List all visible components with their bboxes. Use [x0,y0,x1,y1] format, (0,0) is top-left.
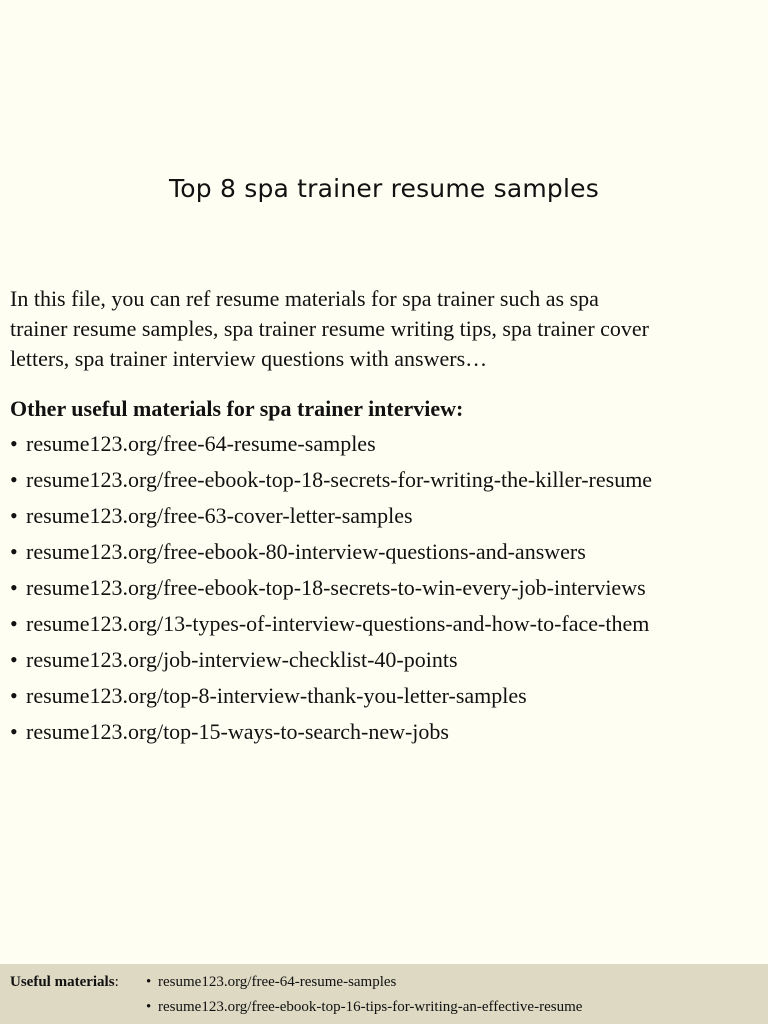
material-link[interactable]: resume123.org/job-interview-checklist-40-points [26,647,458,672]
material-link[interactable]: resume123.org/free-ebook-top-18-secrets-for-writing-the-killer-resume [26,467,653,492]
bullet-icon: • [146,974,152,990]
list-item [10,536,652,572]
bullet-icon: • [146,999,152,1015]
list-item [146,997,582,1022]
page-title: Top 8 spa trainer resume samples [169,174,599,203]
footer-label-text: Useful materials [10,974,115,990]
list-item [10,428,652,464]
list-item [10,572,652,608]
bullet-icon: • [10,647,18,672]
list-item [10,716,652,752]
intro-paragraph: In this file, you can ref resume materials for spa trainer such as spa trainer resume samples, spa trainer resume writing tips, spa trainer cover letters, spa trainer interview questions with answers… [10,286,649,371]
list-item [10,500,652,536]
footer-link[interactable]: resume123.org/free-64-resume-samples [158,974,397,990]
bullet-icon: • [10,611,18,636]
bullet-icon: • [10,431,18,456]
bullet-icon: • [10,683,18,708]
bullet-icon: • [10,503,18,528]
bullet-icon: • [10,467,18,492]
material-link[interactable]: resume123.org/free-ebook-top-18-secrets-to-win-every-job-interviews [26,575,646,600]
footer-links [146,972,582,1022]
material-link[interactable]: resume123.org/free-ebook-80-interview-questions-and-answers [26,539,586,564]
list-item [10,644,652,680]
material-link[interactable]: resume123.org/13-types-of-interview-questions-and-how-to-face-them [26,611,650,636]
footer-link[interactable]: resume123.org/free-ebook-top-16-tips-for-writing-an-effective-resume [158,999,583,1015]
material-link[interactable]: resume123.org/free-63-cover-letter-samples [26,503,413,528]
bullet-icon: • [10,539,18,564]
list-item [10,464,652,500]
materials-list [10,428,652,752]
material-link[interactable]: resume123.org/top-8-interview-thank-you-letter-samples [26,683,527,708]
materials-heading: Other useful materials for spa trainer interview: [10,396,464,421]
list-item [146,972,582,997]
material-link[interactable]: resume123.org/free-64-resume-samples [26,431,376,456]
bullet-icon: • [10,575,18,600]
material-link[interactable]: resume123.org/top-15-ways-to-search-new-jobs [26,719,449,744]
list-item [10,608,652,644]
list-item [10,680,652,716]
bullet-icon: • [10,719,18,744]
footer-label-colon: : [114,974,119,990]
footer-bar [0,964,768,1024]
footer-label [10,972,119,992]
